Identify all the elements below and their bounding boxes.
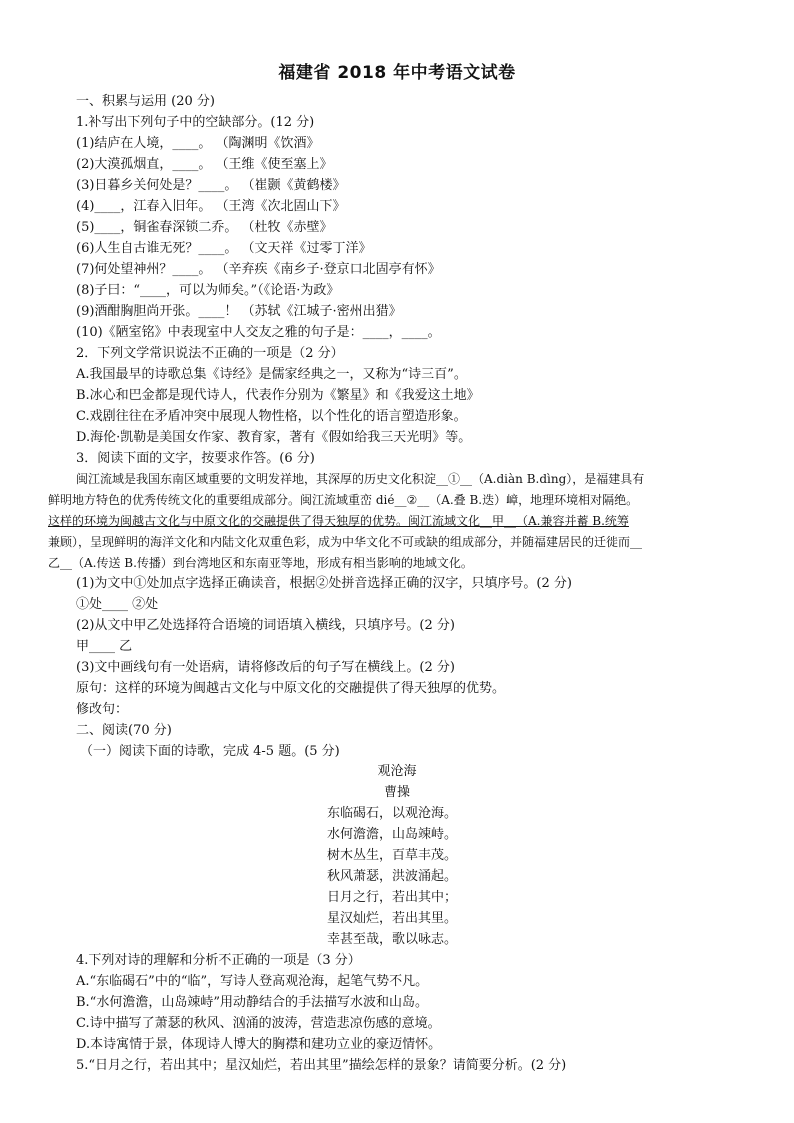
q3-sub-3: (3)文中画线句有一处语病，请将修改后的句子写在横线上。(2 分) <box>76 660 455 675</box>
question-4-stem: 4.下列对诗的理解和分析不正确的一项是（3 分） <box>76 953 361 968</box>
poem-line: 东临碣石，以观沧海。 <box>327 806 458 821</box>
q1-item-3: (3)日暮乡关何处是？____。 （崔颢《黄鹤楼》 <box>76 178 346 193</box>
q3-passage-line-4: 兼顾），呈现鲜明的海洋文化和内陆文化双重色彩，成为中华文化不可或缺的组成部分，并随福建居民的迁徙而__ <box>48 535 643 549</box>
page-title: 福建省 2018 年中考语文试卷 <box>278 63 516 83</box>
poem-title: 观沧海 <box>377 764 417 779</box>
q1-item-7: (7)何处望神州？____。 （辛弃疾《南乡子·登京口北固亭有怀》 <box>76 262 441 277</box>
q4-option-b: B.“水何澹澹，山岛竦峙”用动静结合的手法描写水波和山岛。 <box>76 995 428 1010</box>
question-1-stem: 1.补写出下列句子中的空缺部分。(12 分) <box>76 115 315 130</box>
q3-passage-line-3: 这样的环境为闽越古文化与中原文化的交融提供了得天独厚的优势。闽江流域文化__甲__（A.兼容并蓄 B.统筹 <box>48 514 629 528</box>
q1-item-1: (1)结庐在人境，____。 （陶渊明《饮酒》 <box>76 136 320 151</box>
q4-option-a: A.“东临碣石”中的“临”，写诗人登高观沧海，起笔气势不凡。 <box>76 974 429 989</box>
q1-item-8: (8)子曰：“____，可以为师矣。”（《论语·为政》 <box>76 283 340 298</box>
q4-option-d: D.本诗寓情于景，体现诗人博大的胸襟和建功立业的豪迈情怀。 <box>76 1037 442 1052</box>
question-3-stem: 3．阅读下面的文字，按要求作答。(6 分) <box>76 451 315 466</box>
q2-option-b: B.冰心和巴金都是现代诗人，代表作分别为《繁星》和《我爱这土地》 <box>76 388 480 403</box>
poem-line: 幸甚至哉，歌以咏志。 <box>327 932 458 947</box>
question-2-stem: 2．下列文学常识说法不正确的一项是（2 分） <box>76 346 344 361</box>
q2-option-a: A.我国最早的诗歌总集《诗经》是儒家经典之一，又称为“诗三百”。 <box>76 367 467 382</box>
q3-original-sentence: 原句：这样的环境为闽越古文化与中原文化的交融提供了得天独厚的优势。 <box>76 681 506 696</box>
poem-line: 树木丛生，百草丰茂。 <box>327 848 458 863</box>
q3-sub-1-answer: ①处____ ②处 <box>76 597 159 612</box>
q1-item-2: (2)大漠孤烟直，____。 （王维《使至塞上》 <box>76 157 333 172</box>
q2-option-d: D.海伦·凯勒是美国女作家、教育家，著有《假如给我三天光明》等。 <box>76 430 472 445</box>
poem-author: 曹操 <box>383 785 410 800</box>
q3-passage-line-5: 乙__（A.传送 B.传播）到台湾地区和东南亚等地，形成有相当影响的地域文化。 <box>48 556 473 570</box>
reading-part-1-stem: （一）阅读下面的诗歌，完成 4-5 题。(5 分) <box>80 744 340 759</box>
q3-revised-sentence: 修改句： <box>76 702 129 717</box>
q1-item-4: (4)____，江春入旧年。 （王湾《次北固山下》 <box>76 199 346 214</box>
poem-line: 秋风萧瑟，洪波涌起。 <box>327 869 458 884</box>
q3-passage-line-2: 鲜明地方特色的优秀传统文化的重要组成部分。闽江流域重峦 dié__②__（A.叠 B.迭）嶂，地理环境相对隔绝。 <box>48 493 639 507</box>
q1-item-9: (9)酒酣胸胆尚开张。____！ （苏轼《江城子·密州出猎》 <box>76 304 402 319</box>
q4-option-c: C.诗中描写了萧瑟的秋风、汹涌的波涛，营造悲凉伤感的意境。 <box>76 1016 441 1031</box>
q1-item-10: (10)《陋室铭》中表现室中人交友之雅的句子是：____，____。 <box>76 325 441 340</box>
q3-sub-1: (1)为文中①处加点字选择正确读音，根据②处拼音选择正确的汉字，只填序号。(2 分) <box>76 576 572 591</box>
poem-line: 水何澹澹，山岛竦峙。 <box>327 827 458 842</box>
poem-line: 日月之行，若出其中； <box>327 890 458 905</box>
q3-passage-line-1: 闽江流域是我国东南区域重要的文明发祥地，其深厚的历史文化积淀__①__（A.diàn B.dìng），是福建具有 <box>76 472 645 486</box>
question-5-stem: 5.“日月之行，若出其中；星汉灿烂，若出其里”描绘怎样的景象？请简要分析。(2 分) <box>76 1058 567 1073</box>
poem-line: 星汉灿烂，若出其里。 <box>327 911 458 926</box>
q3-sub-2: (2)从文中甲乙处选择符合语境的词语填入横线，只填序号。(2 分) <box>76 618 455 633</box>
section-heading-reading: 二、阅读(70 分) <box>76 723 172 738</box>
q1-item-5: (5)____，铜雀春深锁二乔。 （杜牧《赤壁》 <box>76 220 333 235</box>
q1-item-6: (6)人生自古谁无死？____。 （文天祥《过零丁洋》 <box>76 241 372 256</box>
section-heading: 一、积累与运用 (20 分) <box>76 94 215 109</box>
q3-sub-2-answer: 甲____ 乙 <box>76 639 133 654</box>
q2-option-c: C.戏剧往往在矛盾冲突中展现人物性格，以个性化的语言塑造形象。 <box>76 409 467 424</box>
